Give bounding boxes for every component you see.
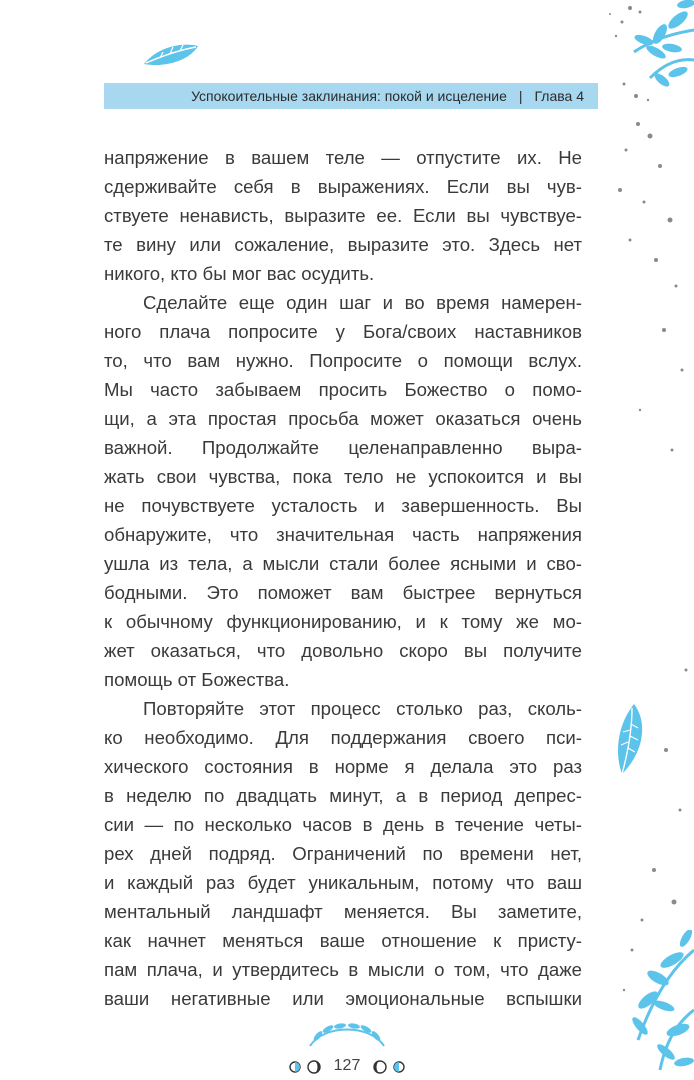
text-line: ствуете ненависть, выразите ее. Если вы чувствуе- <box>104 205 582 226</box>
text-line: рех дней подряд. Ограничений по времени нет, <box>104 843 582 864</box>
text-line: ваши негативные или эмоциональные вспышки <box>104 988 582 1009</box>
text-line: обнаружите, что значительная часть напряжения <box>104 524 582 545</box>
text-line: помощь от Божества. <box>104 669 290 690</box>
text-line: Мы часто забываем просить Божество о помо- <box>104 379 582 400</box>
leaf-icon-top-left <box>140 40 202 70</box>
text-line: ко необходимо. Для поддержания своего пси- <box>104 727 582 748</box>
running-header <box>104 83 598 109</box>
text-line: ного плача попросите у Бога/своих наставников <box>104 321 582 342</box>
text-line: жать свои чувства, пока тело не успокоится и вы <box>104 466 582 487</box>
speckle-decoration-right <box>600 110 694 930</box>
text-line: пам плача, и утвердитесь в мысли о том, что даже <box>104 959 582 980</box>
foliage-icon-top-right <box>560 0 694 110</box>
text-line: Сделайте еще один шаг и во время намерен- <box>143 292 582 313</box>
text-line: щи, а эта простая просьба может оказаться очень <box>104 408 582 429</box>
text-line: и каждый раз будет уникальным, потому что ваш <box>104 872 582 893</box>
text-line: в неделю по двадцать минут, а в период депрес- <box>104 785 582 806</box>
text-line: важной. Продолжайте целенаправленно выра- <box>104 437 582 458</box>
text-line: жет оказаться, что довольно скоро вы получите <box>104 640 582 661</box>
text-line: хического состояния в норме я делала это раз <box>104 756 582 777</box>
text-line: те вину или сожаление, выразите это. Здесь нет <box>104 234 582 255</box>
running-title: Успокоительные заклинания: покой и исцеление <box>191 88 507 104</box>
header-separator: | <box>518 88 523 104</box>
text-line: к обычному функционированию, и к тому же мо- <box>104 611 582 632</box>
text-line: Повторяйте этот процесс столько раз, сколь- <box>143 698 582 719</box>
text-line: не почувствуете усталость и завершенность. Вы <box>104 495 582 516</box>
chapter-label: Глава 4 <box>534 88 584 104</box>
text-line: как начнет меняться ваше отношение к присту- <box>104 930 582 951</box>
text-line: бодными. Это поможет вам быстрее вернуться <box>104 582 582 603</box>
text-line: никого, кто бы мог вас осудить. <box>104 263 375 284</box>
text-line: сии — по несколько часов в день в течение четы- <box>104 814 582 835</box>
text-line: напряжение в вашем теле — отпустите их. Не <box>104 147 582 168</box>
text-line: то, что вам нужно. Попросите о помощи вслух. <box>104 350 582 371</box>
laurel-wreath-icon <box>304 1016 390 1056</box>
feather-icon-right <box>610 700 650 780</box>
page-number: 127 <box>333 1057 361 1074</box>
text-line: ментальный ландшафт меняется. Вы заметите, <box>104 901 582 922</box>
text-line: ушла из тела, а мысли стали более ясными и сво- <box>104 553 582 574</box>
text-line: сдерживайте себя в выражениях. Если вы чув- <box>104 176 582 197</box>
